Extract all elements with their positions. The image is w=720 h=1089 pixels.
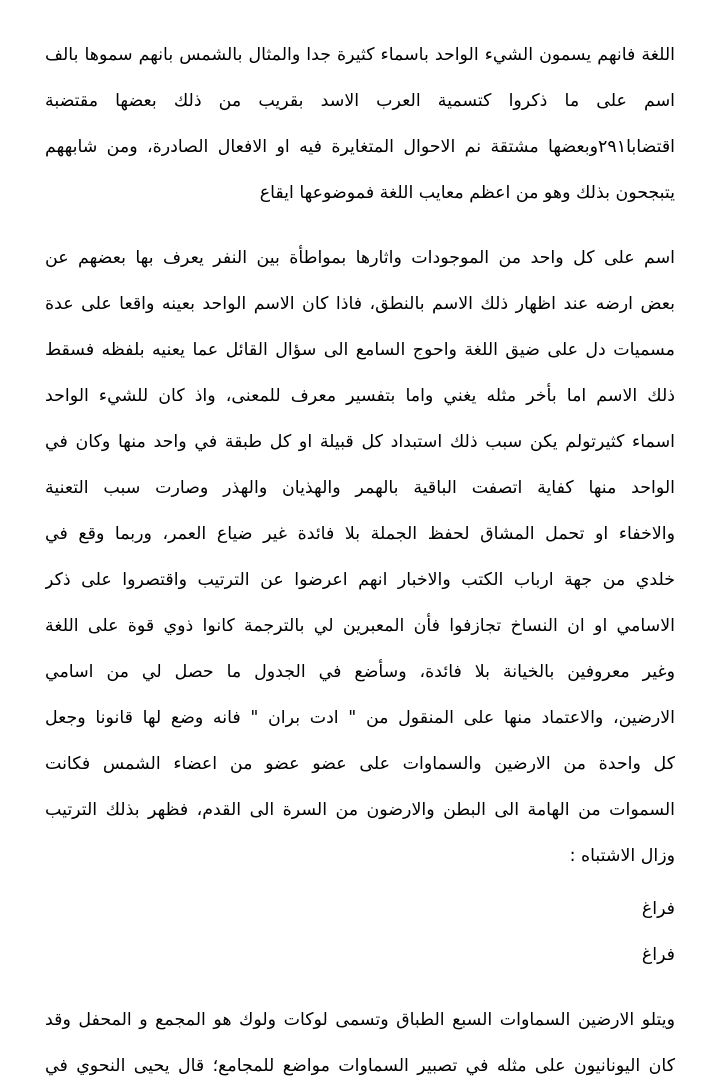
paragraph-spacer xyxy=(45,978,675,997)
text-line: ويتلو الارضين السماوات السبع الطباق وتسمى لوكات ولوك هو المجمع و المحفل وقد xyxy=(45,1010,675,1030)
placeholder-2 xyxy=(45,932,675,978)
text-line: فراغ xyxy=(641,945,675,965)
text-line: الارضين، والاعتماد منها على المنقول من " ادت بران " فانه وضع لها قانونا وجعل xyxy=(45,708,675,728)
text-line: والاخفاء او تحمل المشاق لحفظ الجملة بلا فائدة غير ضياع العمر، وربما وقع في xyxy=(45,524,675,544)
text-line: اسم على ما ذكروا كتسمية العرب الاسد بقريب من ذلك بعضها مقتضبة xyxy=(45,91,675,111)
text-line: اسم على كل واحد من الموجودات واثارها بمواطأة بين النفر يعرف بها بعضهم عن xyxy=(45,248,675,268)
paragraph-2 xyxy=(45,235,675,879)
text-line: اسماء كثيرتولم يكن سبب ذلك استبداد كل قبيلة او كل طبقة في واحد منها وكان في xyxy=(45,432,675,452)
text-line: مسميات دل على ضيق اللغة واحوج السامع الى سؤال القائل عما يعنيه بلفظه فسقط xyxy=(45,340,675,360)
text-line: كل واحدة من الارضين والسماوات على عضو عضو من اعضاء الشمس فكانت xyxy=(45,754,675,774)
paragraph-spacer xyxy=(45,216,675,235)
paragraph-1 xyxy=(45,32,675,216)
text-line: كان اليونانيون على مثله في تصبير السماوات مواضع للمجامع؛ قال يحيى النحوي في xyxy=(45,1056,675,1076)
text-line: يتبجحون بذلك وهو من اعظم معايب اللغة فموضوعها ايقاع xyxy=(259,183,675,203)
text-line: بعض ارضه عند اظهار ذلك الاسم بالنطق، فاذا كان الاسم الواحد بعينه واقعا على عدة xyxy=(45,294,675,314)
text-line: اقتضابا٢٩١وبعضها مشتقة نم الاحوال المتغايرة فيه او الافعال الصادرة، ومن شابههم xyxy=(45,137,675,157)
text-line: الواحد منها كفاية اتصفت الباقية بالهمر والهذيان والهذر وصارت سبب التعنية xyxy=(45,478,675,498)
text-line: وغير معروفين بالخيانة بلا فائدة، وسأضع في الجدول ما حصل لي من اسامي xyxy=(45,662,675,682)
paragraph-3 xyxy=(45,997,675,1089)
text-line: الاسامي او ان النساخ تجازفوا فأن المعبرين لي بالترجمة كانوا ذوي قوة على اللغة xyxy=(45,616,675,636)
text-line: خلدي من جهة ارباب الكتب والاخبار انهم اعرضوا عن الترتيب واقتصروا على ذكر xyxy=(45,570,675,590)
text-line: وزال الاشتباه : xyxy=(569,846,675,866)
text-line: اللغة فانهم يسمون الشيء الواحد باسماء كثيرة جدا والمثال بالشمس بانهم سموها بالف xyxy=(45,45,675,65)
text-line: السموات من الهامة الى البطن والارضون من السرة الى القدم، فظهر بذلك الترتيب xyxy=(45,800,675,820)
paragraph-spacer xyxy=(45,879,675,886)
text-line: فراغ xyxy=(641,899,675,919)
document-page xyxy=(45,32,675,1089)
text-line: ذلك الاسم اما بأخر مثله يغني واما بتفسير معرف للمعنى، واذ كان للشيء الواحد xyxy=(45,386,675,406)
placeholder-1 xyxy=(45,886,675,932)
